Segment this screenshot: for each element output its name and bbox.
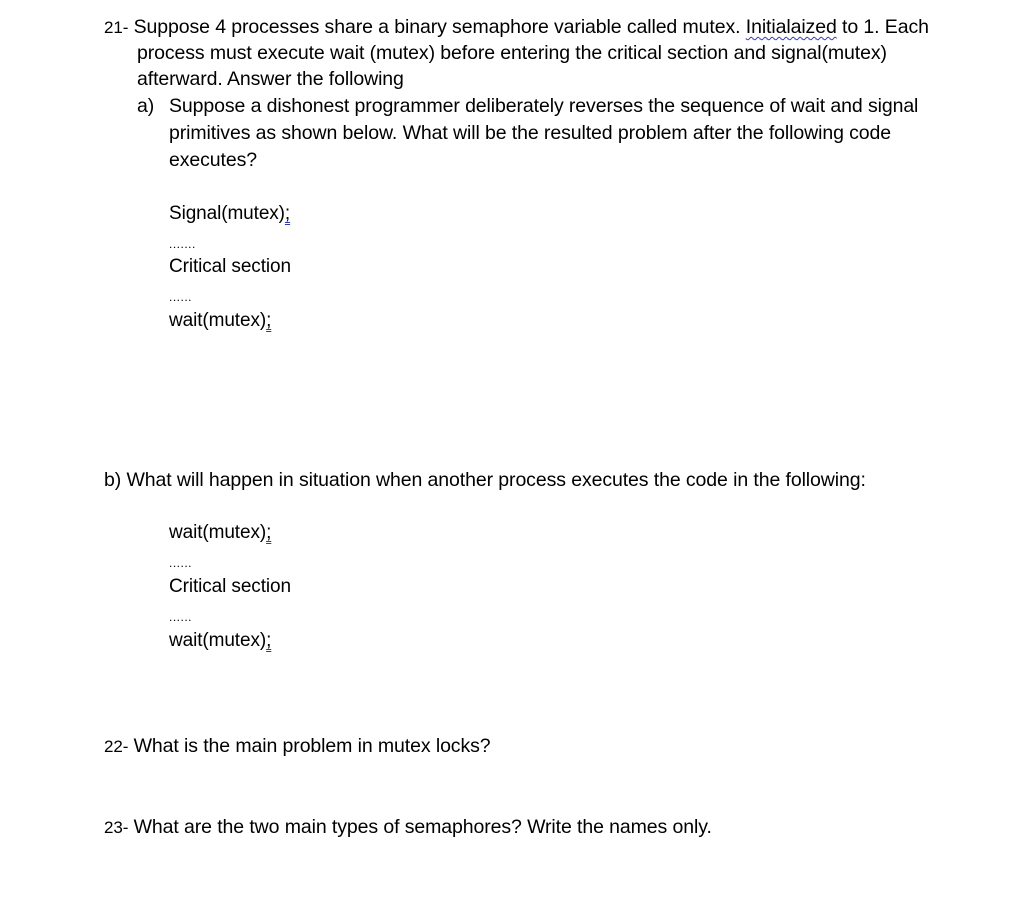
part-a-line-2: primitives as shown below. What will be the resulted problem after the following code bbox=[169, 122, 892, 144]
code-a-statement-2-text: wait(mutex) bbox=[169, 310, 267, 331]
code-b-statement-2 bbox=[169, 628, 271, 654]
code-a-statement-1 bbox=[169, 201, 290, 227]
q21-text-1b: to 1. Each bbox=[842, 16, 929, 38]
code-b-statement-1-semicolon: ; bbox=[266, 522, 272, 543]
part-a-line-1: Suppose a dishonest programmer deliberately reverses the sequence of wait and signal bbox=[169, 95, 919, 117]
q21-number: 21- bbox=[104, 18, 129, 37]
code-a-dots-2: ...... bbox=[169, 290, 193, 304]
misspelled-word: Initialaized bbox=[745, 16, 837, 38]
q22-number: 22- bbox=[104, 737, 129, 756]
part-a-label: a) bbox=[137, 95, 155, 117]
code-a-statement-1-semicolon: ; bbox=[284, 203, 291, 224]
part-b-question: b) What will happen in situation when another process executes the code in the following: bbox=[104, 469, 866, 491]
code-b-statement-1-text: wait(mutex) bbox=[169, 522, 267, 543]
q21-line-1 bbox=[104, 14, 929, 41]
code-b-dots-2: ...... bbox=[169, 610, 193, 624]
q23-text: What are the two main types of semaphores? Write the names only. bbox=[133, 816, 712, 838]
q22-line bbox=[104, 733, 491, 760]
code-a-critical-section: Critical section bbox=[169, 256, 291, 277]
code-a-statement-2-semicolon: ; bbox=[266, 310, 272, 331]
part-a-line-3: executes? bbox=[169, 149, 257, 171]
code-b-critical-section: Critical section bbox=[169, 576, 291, 597]
q23-line bbox=[104, 814, 712, 841]
q23-number: 23- bbox=[104, 818, 129, 837]
code-a-dots-1: ....... bbox=[169, 237, 196, 251]
q21-line-3: afterward. Answer the following bbox=[137, 68, 404, 90]
q21-text-1a: Suppose 4 processes share a binary semaphore variable called mutex. bbox=[133, 16, 741, 38]
code-b-statement-2-text: wait(mutex) bbox=[169, 630, 267, 651]
code-a-statement-2 bbox=[169, 308, 271, 334]
code-b-statement-2-semicolon: ; bbox=[266, 630, 272, 651]
code-a-statement-1-text: Signal(mutex) bbox=[169, 203, 285, 224]
q21-line-2: process must execute wait (mutex) before entering the critical section and signal(mutex) bbox=[137, 42, 887, 64]
code-b-dots-1: ...... bbox=[169, 556, 193, 570]
code-b-statement-1 bbox=[169, 520, 271, 546]
q22-text: What is the main problem in mutex locks? bbox=[133, 735, 491, 757]
